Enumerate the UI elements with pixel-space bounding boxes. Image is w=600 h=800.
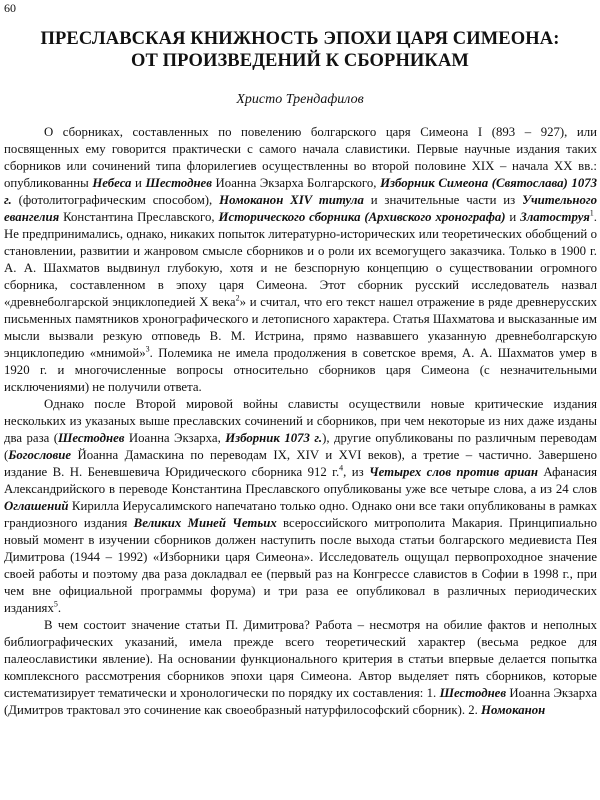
article-title (0, 28, 600, 72)
work-title: Оглашений (4, 499, 69, 513)
paragraph-3 (4, 617, 597, 719)
text-run: Иоанна Экзарха (Димитров трактовал это сочинение как своеобразный натурфилософский сборник). 2. (4, 686, 598, 717)
text-run: (фотолитографическим способом), (11, 193, 220, 207)
work-title: Шестоднев (58, 431, 125, 445)
text-run: и (505, 210, 521, 224)
footnote-ref: 1 (589, 208, 594, 218)
text-run: Иоанна Экзарха, (124, 431, 226, 445)
text-run: Афанасия Александрийского в переводе Константина Преславского опубликованы уже все четыре слова, а из 24 слов (4, 465, 597, 496)
work-title: Шестоднев (145, 176, 212, 190)
work-title: Изборник 1073 г. (225, 431, 323, 445)
text-run: всероссийского митрополита Макария. Принципиально новый момент в изучении сборников должен наступить после выхода статьи болгарского медиевиста Пея Димитрова (1944 – 1992) «Изборники царя Симеона». Исследователь ощущал первопроходное значение своей работы и поэтому два раза докладвал ее (первый раз на Конгрессе славистов в Софии в 1998 г., при чем вне официальной программы форума) и три раза ее опубликовал в различных периодических изданиях (4, 516, 597, 615)
work-title: Учительного евангелия (4, 193, 597, 224)
paragraph-2 (4, 396, 597, 617)
article-body (4, 124, 597, 719)
work-title: Богословие (8, 448, 72, 462)
text-run: Однако после Второй мировой войны слависты осуществили новые критические издания нескольких из указаных выше преславских сочинений и сборников, при чем некоторые из них даже изданы два раза ( (4, 397, 597, 445)
work-title: Номоканон (481, 703, 546, 717)
footnote-ref: 2 (235, 293, 240, 303)
footnote-ref: 4 (339, 463, 344, 473)
work-title: Изборник Симеона (Святослава) 1073 г. (4, 176, 598, 207)
author-name: Христо Трендафилов (236, 92, 364, 107)
footnote-ref: 5 (53, 599, 58, 609)
work-title: Небеса (92, 176, 132, 190)
title-line-1: ПРЕСЛАВСКАЯ КНИЖНОСТЬ ЭПОХИ ЦАРЯ СИМЕОНА: (40, 29, 560, 49)
text-run: Константина Преславского, (59, 210, 219, 224)
text-run: . Полемика не имела продолжения в советское время, А. А. Шахматов умер в 1920 г. и многочисленные вопросы относительно сборников царя Симеона (с незначительными исключениями) не получили ответа. (4, 346, 597, 394)
work-title: Исторического сборника (Архивского хронографа) (218, 210, 506, 224)
text-run: » и считал, что его текст нашел отражение в ряде древнерусских письменных памятников хронографического и летописного характера. Статья Шахматова и высказанные им мысли вызвали резкую отповедь В. М. Истрина, прямо назвавшего указанную древнеболгарскую энциклопедию «мнимой» (4, 295, 597, 360)
work-title: Шестоднев (439, 686, 507, 700)
text-run: . (57, 601, 62, 615)
work-title: Номоканон XIV титула (219, 193, 364, 207)
paragraph-1 (4, 124, 597, 396)
text-run: О сборниках, составленных по повелению болгарского царя Симеона I (893 – 927), или посвященных ему говорится практически с самого начала славистики. Первые научные издания таких сборников или сочинений типа флорилегиев осуществленны во второй половине XIX – начала XX вв.: опубликованны (4, 125, 597, 190)
work-title: Великих Миней Четьих (133, 516, 277, 530)
text-run: Иоанна Экзарха Болгарского, (211, 176, 381, 190)
text-run: Йоанна Дамаскина по переводам IX, XIV и XVI веков), а третие – частично. Завершено издание В. Н. Беневшевича Юридического сборника 912 г. (4, 448, 597, 479)
text-run: . Не предпринимались, однако, никаких попыток литературно-исторических или теоретических обобщений о становлении, развитии и жанровом смысле сборников и о роли их всемогущего заказчика. Только в 1900 г. А. А. Шахматов выдвинул глубокую, хотя и не безспорную концепцию о существовании огромного сборника, составленном в эпоху царя Симеона. Этот сборник русский исследователь назвал «древнеболгарской энциклопедией X века (4, 210, 597, 309)
work-title: Четырех слов против ариан (369, 465, 538, 479)
text-run: , из (343, 465, 370, 479)
text-run: и (131, 176, 146, 190)
footnote-ref: 3 (145, 344, 150, 354)
title-line-2: ОТ ПРОИЗВЕДЕНИЙ К СБОРНИКАМ (131, 51, 469, 71)
text-run: Кирилла Иерусалимского напечатано только одно. Однако они все таки опубликованы в рамках грандиозного издания (4, 499, 597, 530)
page-number: 60 (4, 1, 16, 15)
work-title: Златоструя (520, 210, 590, 224)
text-run: В чем состоит значение статьи П. Димитрова? Работа – несмотря на обилие фактов и неполных библиографических указаний, имела прежде всего теоретический характер (весьма редкое для палеославистики явление). На основании функционального критерия в статьи впервые делается попытка комплексного рассмотрения сборников эпохи царя Симеона. Автор выделяет пять сборников, которые систематизирует тематически и хронологически по порядку их составления: 1. (4, 618, 597, 700)
text-run: и значительные части из (363, 193, 523, 207)
text-run: ), другие опубликованы по различным переводам ( (4, 431, 597, 462)
